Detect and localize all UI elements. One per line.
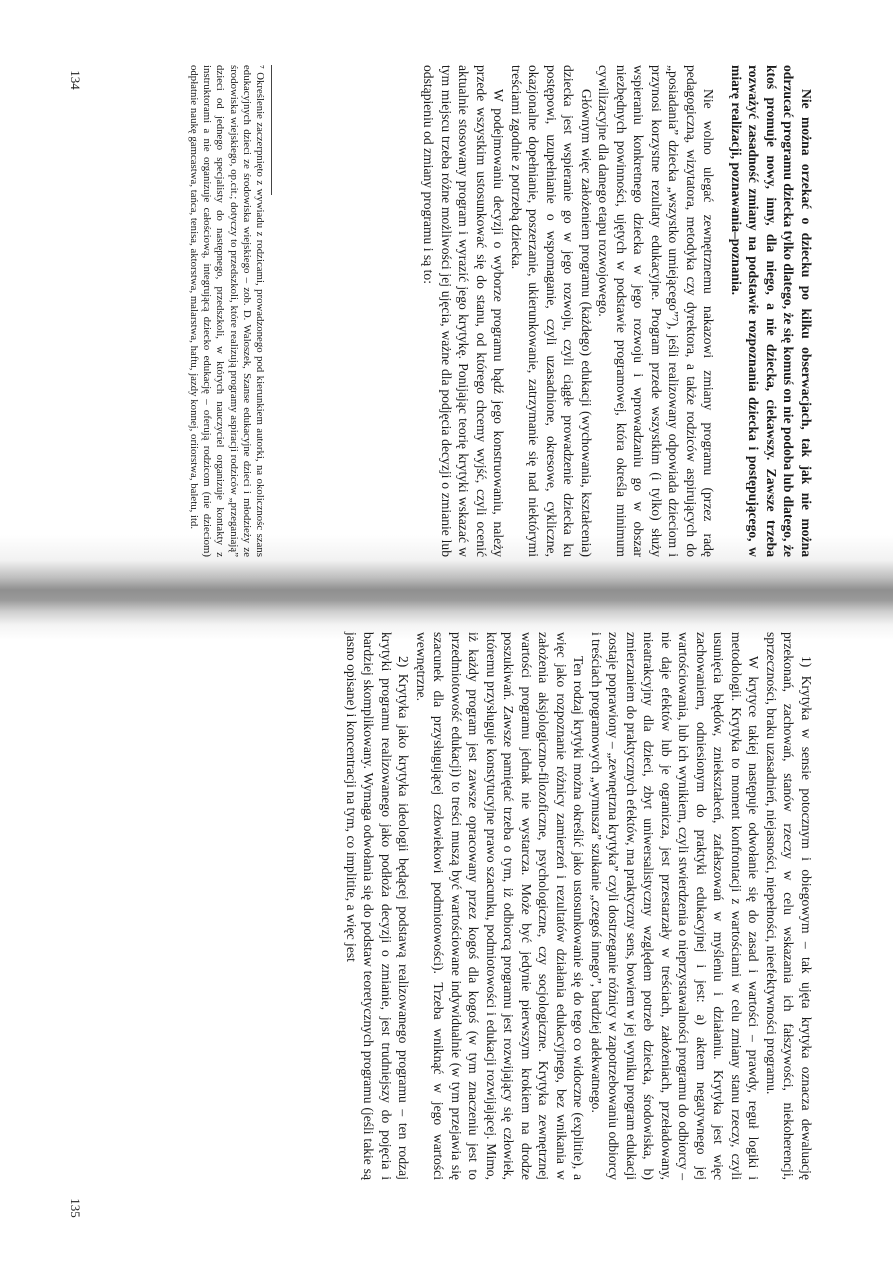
body-paragraph: W podejmowaniu decyzji o wyborze programu bądź jego konstruowaniu, należy przede wszystkim ustosunkować się do stanu, od którego chcemy wyjść, czyli ocenić aktualnie stosowany program i wyrazić jego krytykę. Ponijając teorię krytyki wskazać w tym miejscu trzeba różne możliwości jej ujęcia, ważne dla podjęcia decyzji o zmianie lub odstąpieniu od zmiany programu i są to: — [421, 65, 507, 557]
body-paragraph: W krytyce takiej następuje odwołanie się do zasad i wartości – prawdy, reguł logiki i metodologii. Krytyka to moment konfrontacji z wartościami w celu zmiany stanu rzeczy, czyli usunięcia błędów, zniekształceń, zafałszowań w myśleniu i działaniu. Krytyka jest więc zachowaniem, odniesionym do praktyki edukacyjnej i jest: a) aktem negatywnego jej wartościowania, lub ich wynikiem, czyli stwierdzenia o nieprzystawalności programu do odbiorcy – nie daje efektów lub je ogranicza, jest przestarzały w treściach, założeniach, przeładowany, nieatrakcyjny dla dzieci, zbyt uniwersalistyczny względem potrzeb dziecka, środowiska, b) zmierzaniem do praktycznych efektów, ma praktyczny sens, bowiem w jej wyniku program edukacji zostaje poprawiony – „zewnętrzna krytyka” czyli dostrzeganie różnicy w zapotrzebowaniu odbiorcy i treściach programowych „wymusza” szukanie „czegoś innego”, bardziej adekwatnego. — [589, 632, 762, 1180]
page-number-right: 135 — [67, 1198, 83, 1218]
body-paragraph: Głównym więc założeniem programu (każdego) edukacji (wychowania, kształcenia) dziecka jest wspieranie go w jego rozwoju, czyli ciągłe prowadzenie dziecka ku postępowi, uzupełnianie o wspomaganie, czyli uzasadnione, okresowe, cykliczne, okazjonalne dopełnianie, poszerzanie, ukierunkowanie, zatrzymanie się nad niektórymi treściami zgodnie z potrzebą dziecka. — [509, 65, 594, 557]
body-paragraph: Nie wolno ulegać zewnętrznemu nakazowi zmiany programu (przez radę pedagogiczną, wizytatora, metodyka czy dyrektora, a także rodziców aspirujących do „posiadania” dziecka „wszystko umiejącego”⁷), jeśli realizowany odpowiada dzieciom i przynosi korzystne rezultaty edukacyjne. Program przede wszystkim (i tylko) służy wspieraniu konkretnego dziecka w jego rozwoju i wprowadzaniu go w obszar niezbędnych powinności, ujętych w podstawie programowej, która określa minimum cywilizacyjne dla danego etapu rozwojowego. — [596, 65, 717, 557]
intro-bold-paragraph: Nie można orzekać o dziecku po kilku obserwacjach, tak jak nie można odrzucać programu dziecka tylko dlatego, że się komuś on nie podoba lub dlatego, że ktoś promuje nowy, inny, dla niego, a nie dziecka, ciekawszy. Zawsze trzeba rozważyć zasadność zmiany na podstawie rozpoznania dziecka i postępującego, w miarę realizacji, poznawania–poznania. — [729, 65, 814, 557]
footnote: ⁷ Określenie zaczerpnięto z wywiadu z rodzicami, prowadzonego pod kierunkiem autorki, na okolicznośc szans edukacyjnych dzieci ze środowiska wiejskiego – zob. D. Waloszek, Szanse edukacyjne dzieci i młodzieży ze środowiska wiejskiego, op.cit.; dotyczy to przedszkoli, które realizują programy aspiracji rodziców „przeganiają” dzieci od jednego specjalisty do następnego, przedszkoli, w których nauczyciel organizuje kontakty z instruktorami a nie organizuje całościową, integrującą dziecko edukację – oferują rodzicom (nie dzieciom) odpłatnie naukę gamcastwa, tańca, tenisa, aktorstwa, malarstwa, haftu, jazdy konnej, oriiorstwa, baletu, itd. — [187, 65, 266, 557]
left-page — [67, 65, 815, 557]
footnote-divider — [271, 65, 272, 195]
body-paragraph: 1) Krytyka w sensie potocznym i obiegowym – tak ujęta krytyka oznacza dewaluację przekonań, zachowań, stanów rzeczy w celu wskazania ich fałszywości, niekoherencji, sprzeczności, braku uzasadnień, niejasności, niepełności, nieefektywności programu. — [764, 632, 814, 1180]
body-paragraph: Ten rodzaj krytyki można określić jako ustosunkowanie się do tego co widoczne (explitite), a więc jako rozpoznanie różnicy zamierzeń i rezultatów działania edukacyjnego, bez wnikania w założenia aksjologiczno-filozoficzne, psychologiczne, czy socjologiczne. Krytyka zewnętrznej wartości programu jednak nie wystarcza. Może być jedynie pierwszym krokiem na drodze poszukiwań. Zawsze pamiętać trzeba o tym, iż odbiorcą programu jest rozwijający się człowiek, któremu przysługuje konstytucyjne prawo szacunku, podmiotowości i edukacji rozwijającej. Mimo, iż każdy program jest zawsze opracowany przez kogoś dla kogoś (w tym znaczeniu jest to przedmiotowość edukacji) to treści muszą być wartościowane indywidualnie (w tym przejawia się szacunek dla przysługującej człowiekowi podmiotowości). Trzeba wniknąć w jego wartości wewnętrzne. — [414, 632, 587, 1180]
body-paragraph: 2) Krytyka jako krytyka ideologii będącej podstawą realizowanego programu – ten rodzaj krytyki programu realizowanego jako podłoża decyzji o zmianie, jest trudniejszy do pojęcia i bardziej skomplikowany. Wymaga odwołania się do podstaw teoretycznych programu (jeśli takie są jasno opisane) i koncentracji na tym, co implitite, a więc jest — [344, 632, 412, 1180]
page-number-left: 134 — [67, 70, 83, 90]
right-page — [88, 632, 815, 1180]
